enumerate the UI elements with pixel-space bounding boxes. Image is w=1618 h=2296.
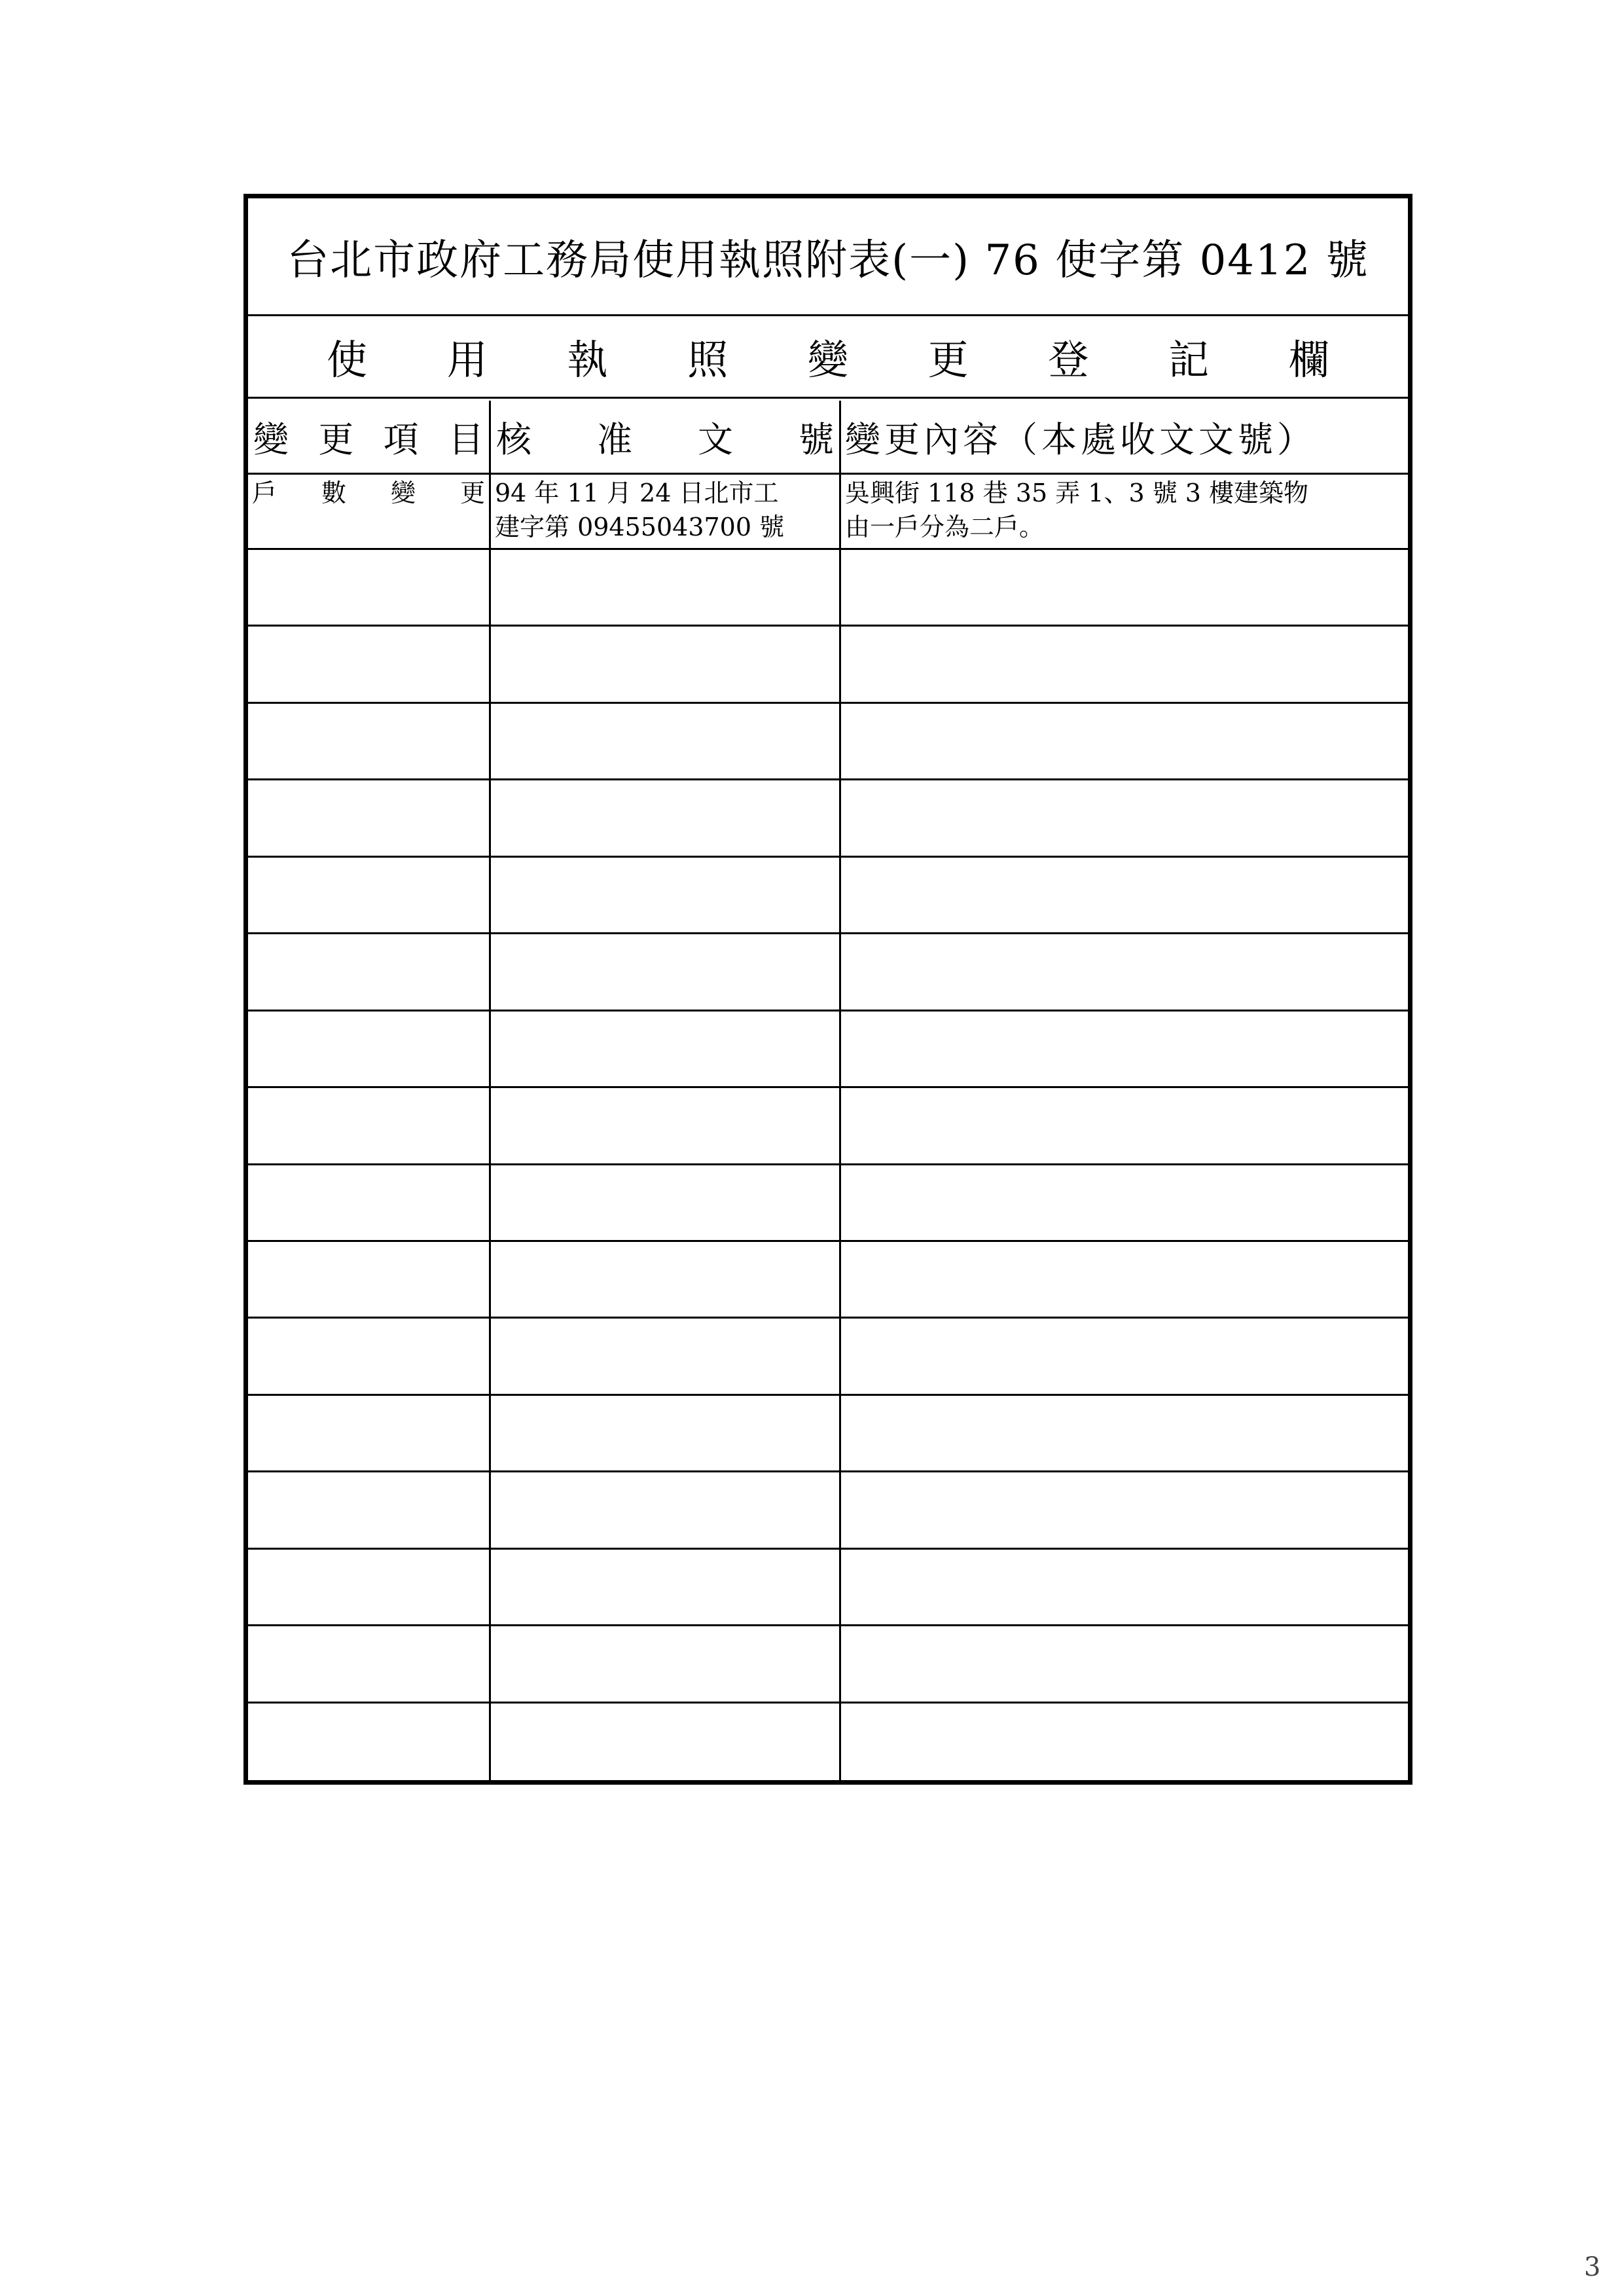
blank-row [248, 627, 1408, 703]
subtitle-char: 變 [807, 336, 848, 384]
blank-row [248, 858, 1408, 934]
header-approval-number [491, 401, 839, 473]
usage-license-change-form [243, 194, 1412, 1785]
approval-line: 建字第 09455043700 號 [495, 513, 785, 541]
item-char: 更 [459, 479, 485, 507]
item-char: 數 [321, 479, 346, 507]
blank-row [248, 704, 1408, 780]
subtitle-char: 更 [927, 336, 969, 384]
corner-mark: 3 [1584, 2252, 1601, 2282]
item-char: 戶 [252, 479, 278, 507]
blank-row [248, 1626, 1408, 1703]
blank-row [248, 1242, 1408, 1319]
column-divider [489, 401, 491, 1780]
blank-row [248, 780, 1408, 857]
header-change-item [248, 401, 489, 473]
blank-row [248, 1472, 1408, 1549]
form-title: 台北市政府工務局使用執照附表(一) 76 使字第 0412 號 [248, 198, 1408, 316]
change-table [248, 401, 1408, 1780]
cell-change-content [841, 475, 1408, 548]
approval-line: 94 年 11 月 24 日北市工 [495, 479, 779, 507]
content-line: 吳興街 118 巷 35 弄 1、3 號 3 樓建築物 [845, 479, 1309, 507]
header-char: 號 [799, 418, 834, 460]
blank-row [248, 1319, 1408, 1395]
blank-row [248, 550, 1408, 627]
blank-row [248, 1550, 1408, 1626]
table-row [248, 475, 1408, 550]
content-line: 由一戶分為二戶。 [845, 513, 1045, 541]
column-divider [839, 401, 841, 1780]
blank-row [248, 1165, 1408, 1242]
subtitle-char: 登 [1048, 336, 1089, 384]
header-char: 目 [448, 418, 484, 460]
header-char: 更 [318, 418, 354, 460]
header-char: 變 [253, 418, 289, 460]
blank-row [248, 934, 1408, 1011]
form-subtitle [248, 316, 1408, 399]
cell-approval-number [491, 475, 839, 548]
blank-row [248, 1704, 1408, 1780]
subtitle-char: 欄 [1288, 336, 1329, 384]
subtitle-char: 使 [327, 336, 368, 384]
blank-row [248, 1088, 1408, 1165]
cell-change-item [248, 475, 489, 548]
item-char: 變 [390, 479, 416, 507]
header-char: 核 [496, 418, 531, 460]
header-char: 項 [383, 418, 419, 460]
header-char: 准 [597, 418, 632, 460]
table-header-row [248, 401, 1408, 475]
blank-row [248, 1396, 1408, 1472]
subtitle-char: 記 [1168, 336, 1210, 384]
subtitle-char: 用 [446, 336, 488, 384]
header-change-content: 變更內容（本處收文文號） [845, 418, 1316, 460]
subtitle-char: 執 [567, 336, 608, 384]
blank-row [248, 1011, 1408, 1088]
subtitle-char: 照 [687, 336, 728, 384]
header-char: 文 [698, 418, 733, 460]
